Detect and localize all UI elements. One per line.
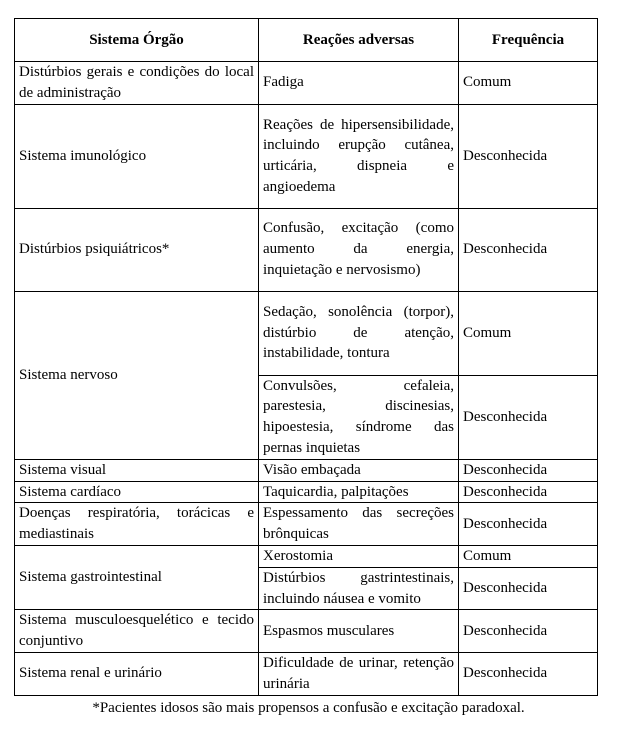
organ-system-cell: Doenças respiratória, torácicas e mediastinais [15, 503, 259, 546]
adverse-reactions-table [14, 18, 598, 696]
reaction-cell: Xerostomia [259, 545, 459, 567]
table-row [15, 291, 598, 375]
footnote: *Pacientes idosos são mais propensos a confusão e excitação paradoxal. [92, 700, 525, 716]
reaction-cell: Visão embaçada [259, 459, 459, 481]
organ-system-cell: Sistema nervoso [15, 291, 259, 459]
frequency-cell: Comum [459, 545, 598, 567]
organ-system-cell: Sistema musculoesquelético e tecido conjuntivo [15, 610, 259, 653]
header-adverse-reactions: Reações adversas [259, 19, 459, 62]
reaction-cell: Reações de hipersensibilidade, incluindo erupção cutânea, urticária, dispneia e angioedema [259, 104, 459, 208]
frequency-cell: Comum [459, 62, 598, 105]
organ-system-cell: Sistema renal e urinário [15, 652, 259, 695]
reaction-cell: Fadiga [259, 62, 459, 105]
table-row [15, 481, 598, 503]
organ-system-cell: Sistema imunológico [15, 104, 259, 208]
organ-system-cell: Sistema gastrointestinal [15, 545, 259, 609]
header-row [15, 19, 598, 62]
table-row [15, 610, 598, 653]
reaction-cell: Confusão, excitação (como aumento da energia, inquietação e nervosismo) [259, 208, 459, 291]
reaction-cell: Sedação, sonolência (torpor), distúrbio de atenção, instabilidade, tontura [259, 291, 459, 375]
table-row [15, 503, 598, 546]
organ-system-cell: Sistema visual [15, 459, 259, 481]
table-row [15, 459, 598, 481]
reaction-cell: Taquicardia, palpitações [259, 481, 459, 503]
frequency-cell: Desconhecida [459, 375, 598, 459]
frequency-cell: Desconhecida [459, 459, 598, 481]
frequency-cell: Desconhecida [459, 567, 598, 610]
reaction-cell: Convulsões, cefaleia, parestesia, discinesias, hipoestesia, síndrome das pernas inquietas [259, 375, 459, 459]
header-organ-system: Sistema Órgão [15, 19, 259, 62]
reaction-cell: Dificuldade de urinar, retenção urinária [259, 652, 459, 695]
table-row [15, 62, 598, 105]
organ-system-cell: Distúrbios psiquiátricos* [15, 208, 259, 291]
table-row [15, 545, 598, 567]
frequency-cell: Comum [459, 291, 598, 375]
frequency-cell: Desconhecida [459, 481, 598, 503]
table-row [15, 208, 598, 291]
frequency-cell: Desconhecida [459, 610, 598, 653]
header-frequency: Frequência [459, 19, 598, 62]
organ-system-cell: Distúrbios gerais e condições do local de administração [15, 62, 259, 105]
table-row [15, 652, 598, 695]
frequency-cell: Desconhecida [459, 652, 598, 695]
reaction-cell: Espessamento das secreções brônquicas [259, 503, 459, 546]
organ-system-cell: Sistema cardíaco [15, 481, 259, 503]
frequency-cell: Desconhecida [459, 503, 598, 546]
reaction-cell: Distúrbios gastrintestinais, incluindo náusea e vomito [259, 567, 459, 610]
frequency-cell: Desconhecida [459, 208, 598, 291]
table-row [15, 104, 598, 208]
reaction-cell: Espasmos musculares [259, 610, 459, 653]
frequency-cell: Desconhecida [459, 104, 598, 208]
